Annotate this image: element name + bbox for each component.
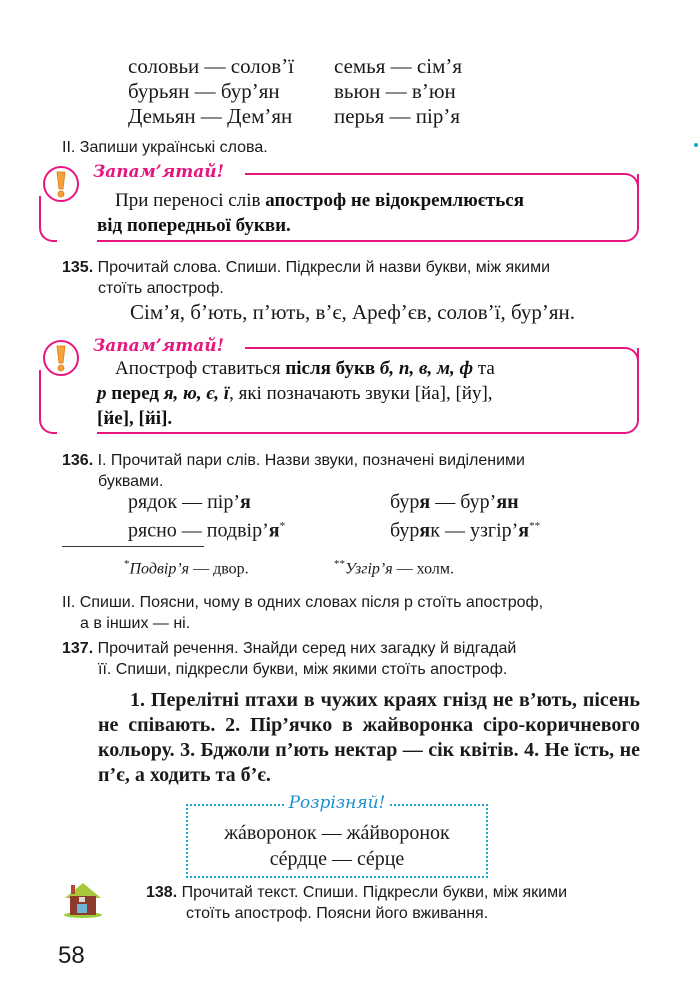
task-137-sentences: 1. Перелітні птахи в чужих краях гнізд не в’ють, пісень не співають. 2. Пір’ячко в жайворонка сіро-коричневого кольору. 3. Бджоли п’ють нектар — сік квітів. 4. Не їсть, не п’є, а ходить та б’є.: [98, 689, 640, 786]
remember-rule-text: При переносі слів апостроф не відокремлюється від попередньої букви.: [97, 190, 525, 236]
word-pair: рясно — подвір’я*: [128, 519, 286, 542]
distinguish-line: сéрдце — сéрце: [269, 848, 405, 870]
footnote-divider: [62, 546, 204, 547]
divider: [245, 173, 623, 175]
remember-box-2: [93, 336, 639, 434]
task-number: 135.: [62, 259, 94, 276]
task-138: [146, 882, 640, 924]
divider: [39, 224, 57, 242]
divider: [39, 416, 57, 434]
task-135: [62, 257, 640, 299]
exclamation-icon: [43, 166, 79, 202]
remember-rule-text: Апостроф ставиться після букв б, п, в, м, ф та р перед я, ю, є, ї, які позначають звуки [йа], [йу], [йе], [йі].: [97, 358, 495, 429]
distinguish-title: Розрізняй!: [285, 793, 390, 813]
task-135-words: Сім’я, б’ють, п’ють, в’є, Ареф’єв, солов’ї, бур’ян.: [130, 300, 576, 324]
word-pair: Демьян — Дем’ян: [128, 104, 293, 128]
word-pair-row: [128, 79, 462, 104]
task-number: 137.: [62, 640, 94, 657]
word-pair: вьюн — в’юн: [334, 79, 456, 103]
task-instruction: буквами.: [98, 473, 164, 490]
task-136-part2: ІІ. Спиши. Поясни, чому в одних словах після р стоїть апостроф, а в інших — ні.: [62, 594, 544, 632]
task-136: [62, 450, 640, 492]
remember-box-1: [93, 162, 639, 242]
word-pair: рядок — пір’я: [128, 491, 251, 513]
distinguish-line: жáворонок — жáйворонок: [224, 822, 450, 844]
divider: [39, 370, 41, 418]
task-137: [62, 638, 640, 680]
word-pair-row: [128, 104, 462, 129]
task-instruction: І. Прочитай пари слів. Назви звуки, позначені виділеними: [97, 452, 525, 469]
task-136-words: [128, 490, 540, 543]
word-pairs: [128, 54, 462, 129]
distinguish-box: [186, 793, 488, 878]
page-number: 58: [58, 942, 85, 969]
task-instruction: стоїть апостроф.: [98, 280, 224, 297]
task-instruction: Прочитай текст. Спиши. Підкресли букви, між якими: [181, 884, 568, 901]
decorative-dot: [694, 143, 698, 147]
word-pair: бурьян — бур’ян: [128, 79, 280, 103]
footnote-1: *Подвір’я — двор.: [124, 558, 249, 578]
word-pair: семья — сім’я: [334, 54, 463, 78]
remember-title: Запам’ятай!: [93, 162, 225, 182]
footnote-2: **Узгір’я — холм.: [334, 558, 454, 578]
word-pair: буряк — узгір’я**: [390, 519, 541, 542]
word-pair: соловьи — солов’ї: [128, 54, 295, 78]
word-pair: перья — пір’я: [334, 104, 461, 128]
word-pair-row: [128, 54, 462, 79]
divider: [39, 196, 41, 226]
task-instruction: стоїть апостроф. Поясни його вживання.: [186, 905, 489, 922]
exclamation-icon: [43, 340, 79, 376]
word-pair: буря — бур’ян: [390, 491, 519, 513]
remember-title: Запам’ятай!: [93, 336, 225, 356]
divider: [245, 347, 623, 349]
task-number: 138.: [146, 884, 178, 901]
home-task-icon: [62, 880, 104, 918]
task-number: 136.: [62, 452, 94, 469]
task-instruction: її. Спиши, підкресли букви, між якими стоїть апостроф.: [98, 661, 508, 678]
task-part2-instruction: ІІ. Запиши українські слова.: [62, 139, 268, 156]
task-instruction: Прочитай слова. Спиши. Підкресли й назви букви, між якими: [97, 259, 551, 276]
task-instruction: Прочитай речення. Знайди серед них загадку й відгадай: [97, 640, 517, 657]
